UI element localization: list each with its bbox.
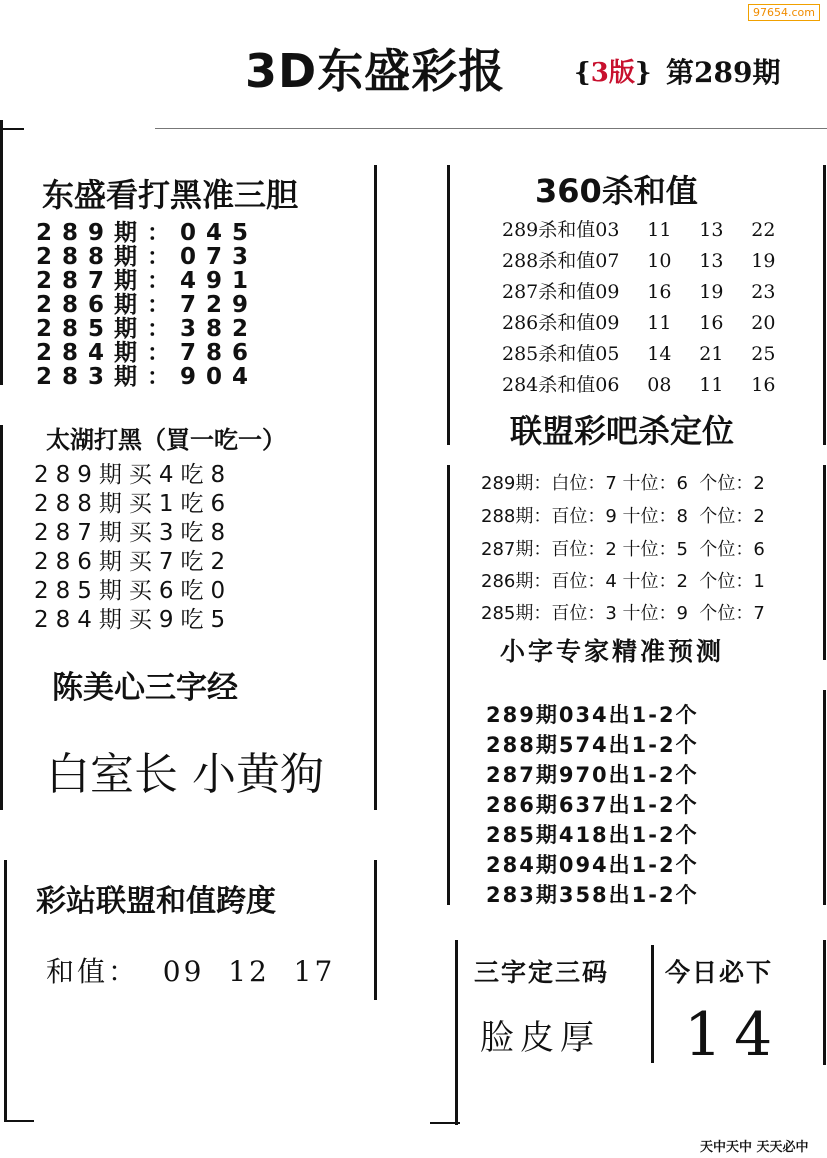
left-border-mid: [0, 425, 3, 810]
left-column-divider-top: [374, 165, 377, 810]
sanzi-value: 脸皮厚: [480, 1018, 600, 1058]
edition-badge: [574, 52, 652, 89]
dongsheng-title: 东盛看打黑准三胆: [42, 176, 299, 214]
top-left-tick: [0, 128, 24, 130]
dongsheng-row: 288期：073: [36, 244, 259, 270]
sha360-num: 14: [647, 343, 672, 365]
sha360-row: [502, 277, 775, 304]
dongsheng-row: 289期：045: [36, 220, 259, 246]
xiaozi-row: 285期418出1-2个: [486, 823, 699, 847]
xiaozi-row: 284期094出1-2个: [486, 853, 699, 877]
sha360-num: 10: [647, 250, 672, 272]
taihu-row: 287期买3吃8: [34, 520, 233, 546]
sha360-title: 360杀和值: [535, 172, 698, 210]
bottom-box-divider: [651, 945, 654, 1063]
taihu-row: 288期买1吃6: [34, 491, 233, 517]
sha360-num: 11: [647, 312, 672, 334]
site-watermark: 97654.com: [748, 4, 820, 21]
sha360-num: 19: [751, 250, 776, 272]
sha360-row-label: 288杀和值: [502, 250, 596, 272]
lianmeng-row: 286期：百位：4 十位：2 个位：1: [481, 571, 765, 592]
caizhan-title: 彩站联盟和值跨度: [36, 884, 276, 919]
sha360-num: 21: [699, 343, 724, 365]
right-column-divider-1: [447, 165, 450, 445]
sha360-num: 05: [595, 343, 620, 365]
edition-close-brace: }: [634, 58, 652, 88]
bottom-mid-tick: [430, 1122, 460, 1124]
sha360-num: 06: [595, 374, 620, 396]
left-border-bottom: [4, 860, 7, 1122]
sha360-num: 09: [595, 312, 620, 334]
lianmeng-row: 287期：百位：2 十位：5 个位：6: [481, 539, 765, 560]
right-column-divider-3: [455, 940, 458, 1125]
sha360-num: 16: [699, 312, 724, 334]
footer-slogan: 天中天中 天天必中: [700, 1140, 809, 1155]
sha360-num: 16: [751, 374, 776, 396]
sha360-num: 23: [751, 281, 776, 303]
sha360-row-label: 284杀和值: [502, 374, 596, 396]
sha360-num: 03: [595, 219, 620, 241]
left-column-divider-bottom: [374, 860, 377, 1000]
taihu-row: 285期买6吃0: [34, 578, 233, 604]
sha360-num: 11: [699, 374, 724, 396]
sha360-num: 22: [751, 219, 776, 241]
sha360-num: 16: [647, 281, 672, 303]
taihu-title: 太湖打黑（買一吃一）: [46, 426, 286, 454]
lianmeng-row: 289期：白位：7 十位：6 个位：2: [481, 473, 765, 494]
sha360-num: 13: [699, 219, 724, 241]
lianmeng-row: 288期：百位：9 十位：8 个位：2: [481, 506, 765, 527]
header-rule: [155, 128, 827, 129]
dongsheng-row: 287期：491: [36, 268, 259, 294]
sha360-num: 11: [647, 219, 672, 241]
sha360-row-label: 289杀和值: [502, 219, 596, 241]
sha360-row: [502, 246, 775, 273]
sha360-num: 08: [647, 374, 672, 396]
taihu-row: 289期买4吃8: [34, 462, 233, 488]
sha360-row-label: 286杀和值: [502, 312, 596, 334]
jinri-value: 14: [684, 1000, 785, 1070]
sha360-num: 19: [699, 281, 724, 303]
jinri-title: 今日必下: [665, 958, 774, 987]
page-title: 3D东盛彩报: [245, 44, 506, 98]
sha360-row-label: 285杀和值: [502, 343, 596, 365]
sha360-row: [502, 215, 775, 242]
left-border-top: [0, 120, 3, 385]
dongsheng-row: 283期：904: [36, 364, 259, 390]
sha360-num: 07: [595, 250, 620, 272]
sha360-row-label: 287杀和值: [502, 281, 596, 303]
xiaozi-row: 283期358出1-2个: [486, 883, 699, 907]
right-border-1: [823, 165, 826, 445]
issue-number: 第289期: [666, 56, 781, 89]
xiaozi-row: 287期970出1-2个: [486, 763, 699, 787]
sha360-num: 09: [595, 281, 620, 303]
right-border-4: [823, 940, 826, 1065]
xiaozi-row: 288期574出1-2个: [486, 733, 699, 757]
dongsheng-row: 286期：729: [36, 292, 259, 318]
right-border-3: [823, 690, 826, 905]
sha360-row: [502, 339, 775, 366]
lianmeng-row: 285期：百位：3 十位：9 个位：7: [481, 603, 765, 624]
xiaozi-row: 289期034出1-2个: [486, 703, 699, 727]
chenmeixin-phrase: 白室长 小黄狗: [46, 749, 324, 800]
taihu-row: 286期买7吃2: [34, 549, 233, 575]
lianmeng-title: 联盟彩吧杀定位: [510, 412, 735, 450]
right-column-divider-2: [447, 465, 450, 905]
sanzi-title: 三字定三码: [474, 958, 610, 987]
chenmeixin-title: 陈美心三字经: [52, 670, 238, 706]
sha360-num: 20: [751, 312, 776, 334]
sha360-row: [502, 308, 775, 335]
bottom-left-tick: [4, 1120, 34, 1122]
right-border-2: [823, 465, 826, 660]
edition-label: 3版: [590, 58, 635, 88]
dongsheng-row: 284期：786: [36, 340, 259, 366]
sha360-num: 25: [751, 343, 776, 365]
taihu-row: 284期买9吃5: [34, 607, 233, 633]
edition-open-brace: {: [574, 58, 591, 88]
sha360-num: 13: [699, 250, 724, 272]
sha360-row: [502, 370, 775, 397]
caizhan-sum-line: 和值： 09 12 17: [46, 955, 336, 988]
dongsheng-row: 285期：382: [36, 316, 259, 342]
xiaozi-row: 286期637出1-2个: [486, 793, 699, 817]
xiaozi-title: 小字专家精准预测: [500, 637, 725, 666]
